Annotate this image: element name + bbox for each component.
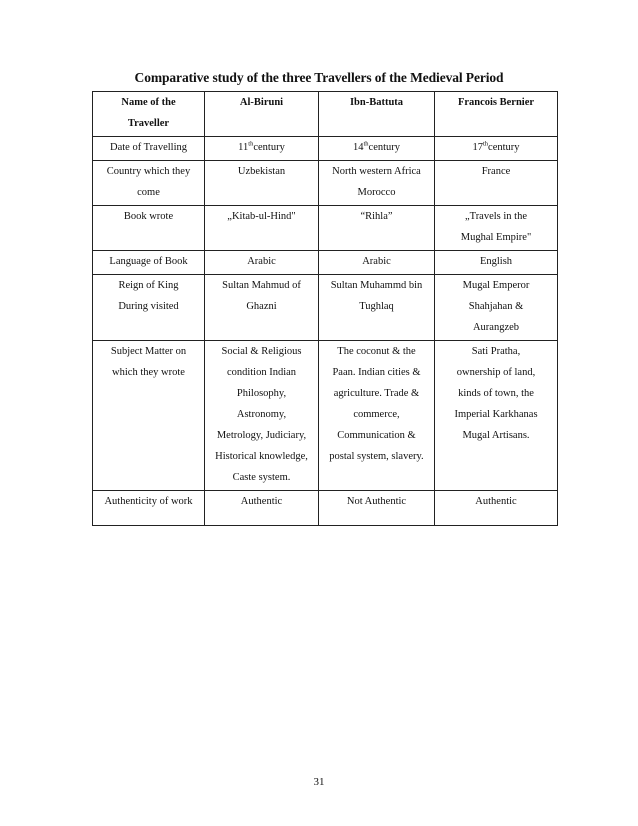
- header-francois-bernier: Francois Bernier: [435, 92, 558, 137]
- cell-ibn-battuta: Not Authentic: [319, 491, 435, 526]
- table-row-book-wrote: [93, 206, 558, 251]
- table-row-subject-matter: [93, 341, 558, 491]
- table-row-reign-of-king: [93, 275, 558, 341]
- header-name-of-traveller: Name of the Traveller: [93, 92, 205, 137]
- table-row-country: [93, 161, 558, 206]
- cell-al-biruni: Uzbekistan: [205, 161, 319, 206]
- page-number: 31: [313, 776, 325, 788]
- century-suffix: th: [482, 140, 489, 148]
- row-label: Book wrote: [93, 206, 205, 251]
- century-word: century: [368, 142, 401, 153]
- table-row-authenticity: [93, 491, 558, 526]
- cell-ibn-battuta: Arabic: [319, 251, 435, 275]
- cell-ibn-battuta: [319, 137, 435, 161]
- row-label: Language of Book: [93, 251, 205, 275]
- century-word: century: [488, 142, 520, 153]
- century-number: 11: [238, 142, 249, 153]
- header-al-biruni: Al-Biruni: [205, 92, 319, 137]
- cell-al-biruni: „Kitab-ul-Hind": [205, 206, 319, 251]
- cell-al-biruni: Arabic: [205, 251, 319, 275]
- century-suffix: th: [248, 140, 254, 148]
- header-ibn-battuta: Ibn-Battuta: [319, 92, 435, 137]
- cell-ibn-battuta: The coconut & the Paan. Indian cities & agriculture. Trade & commerce, Communication & postal system, slavery.: [319, 341, 435, 491]
- table-header-row: [93, 92, 558, 137]
- cell-ibn-battuta: Sultan Muhammd bin Tughlaq: [319, 275, 435, 341]
- document-title: Comparative study of the three Travellers of the Medieval Period: [134, 70, 504, 85]
- cell-ibn-battuta: North western Africa Morocco: [319, 161, 435, 206]
- row-label: Reign of King During visited: [93, 275, 205, 341]
- cell-francois-bernier: English: [435, 251, 558, 275]
- comparison-table: [92, 91, 558, 526]
- century-suffix: th: [363, 140, 369, 148]
- century-number: 14: [352, 142, 364, 153]
- row-label: Authenticity of work: [93, 491, 205, 526]
- cell-francois-bernier: Authentic: [435, 491, 558, 526]
- table-row-date-of-travelling: [93, 137, 558, 161]
- row-label: Date of Travelling: [93, 137, 205, 161]
- cell-al-biruni: [205, 137, 319, 161]
- century-number: 17: [472, 142, 483, 153]
- cell-francois-bernier: Mugal Emperor Shahjahan & Aurangzeb: [435, 275, 558, 341]
- cell-al-biruni: Social & Religious condition Indian Philosophy, Astronomy, Metrology, Judiciary, Historical knowledge, Caste system.: [205, 341, 319, 491]
- table-row-language: [93, 251, 558, 275]
- cell-francois-bernier: „Travels in the Mughal Empire": [435, 206, 558, 251]
- row-label: Subject Matter on which they wrote: [93, 341, 205, 491]
- cell-al-biruni: Authentic: [205, 491, 319, 526]
- row-label: Country which they come: [93, 161, 205, 206]
- cell-ibn-battuta: “Rihla”: [319, 206, 435, 251]
- century-word: century: [253, 142, 285, 153]
- cell-al-biruni: Sultan Mahmud of Ghazni: [205, 275, 319, 341]
- cell-francois-bernier: Sati Pratha, ownership of land, kinds of town, the Imperial Karkhanas Mugal Artisans.: [435, 341, 558, 491]
- cell-francois-bernier: France: [435, 161, 558, 206]
- cell-francois-bernier: [435, 137, 558, 161]
